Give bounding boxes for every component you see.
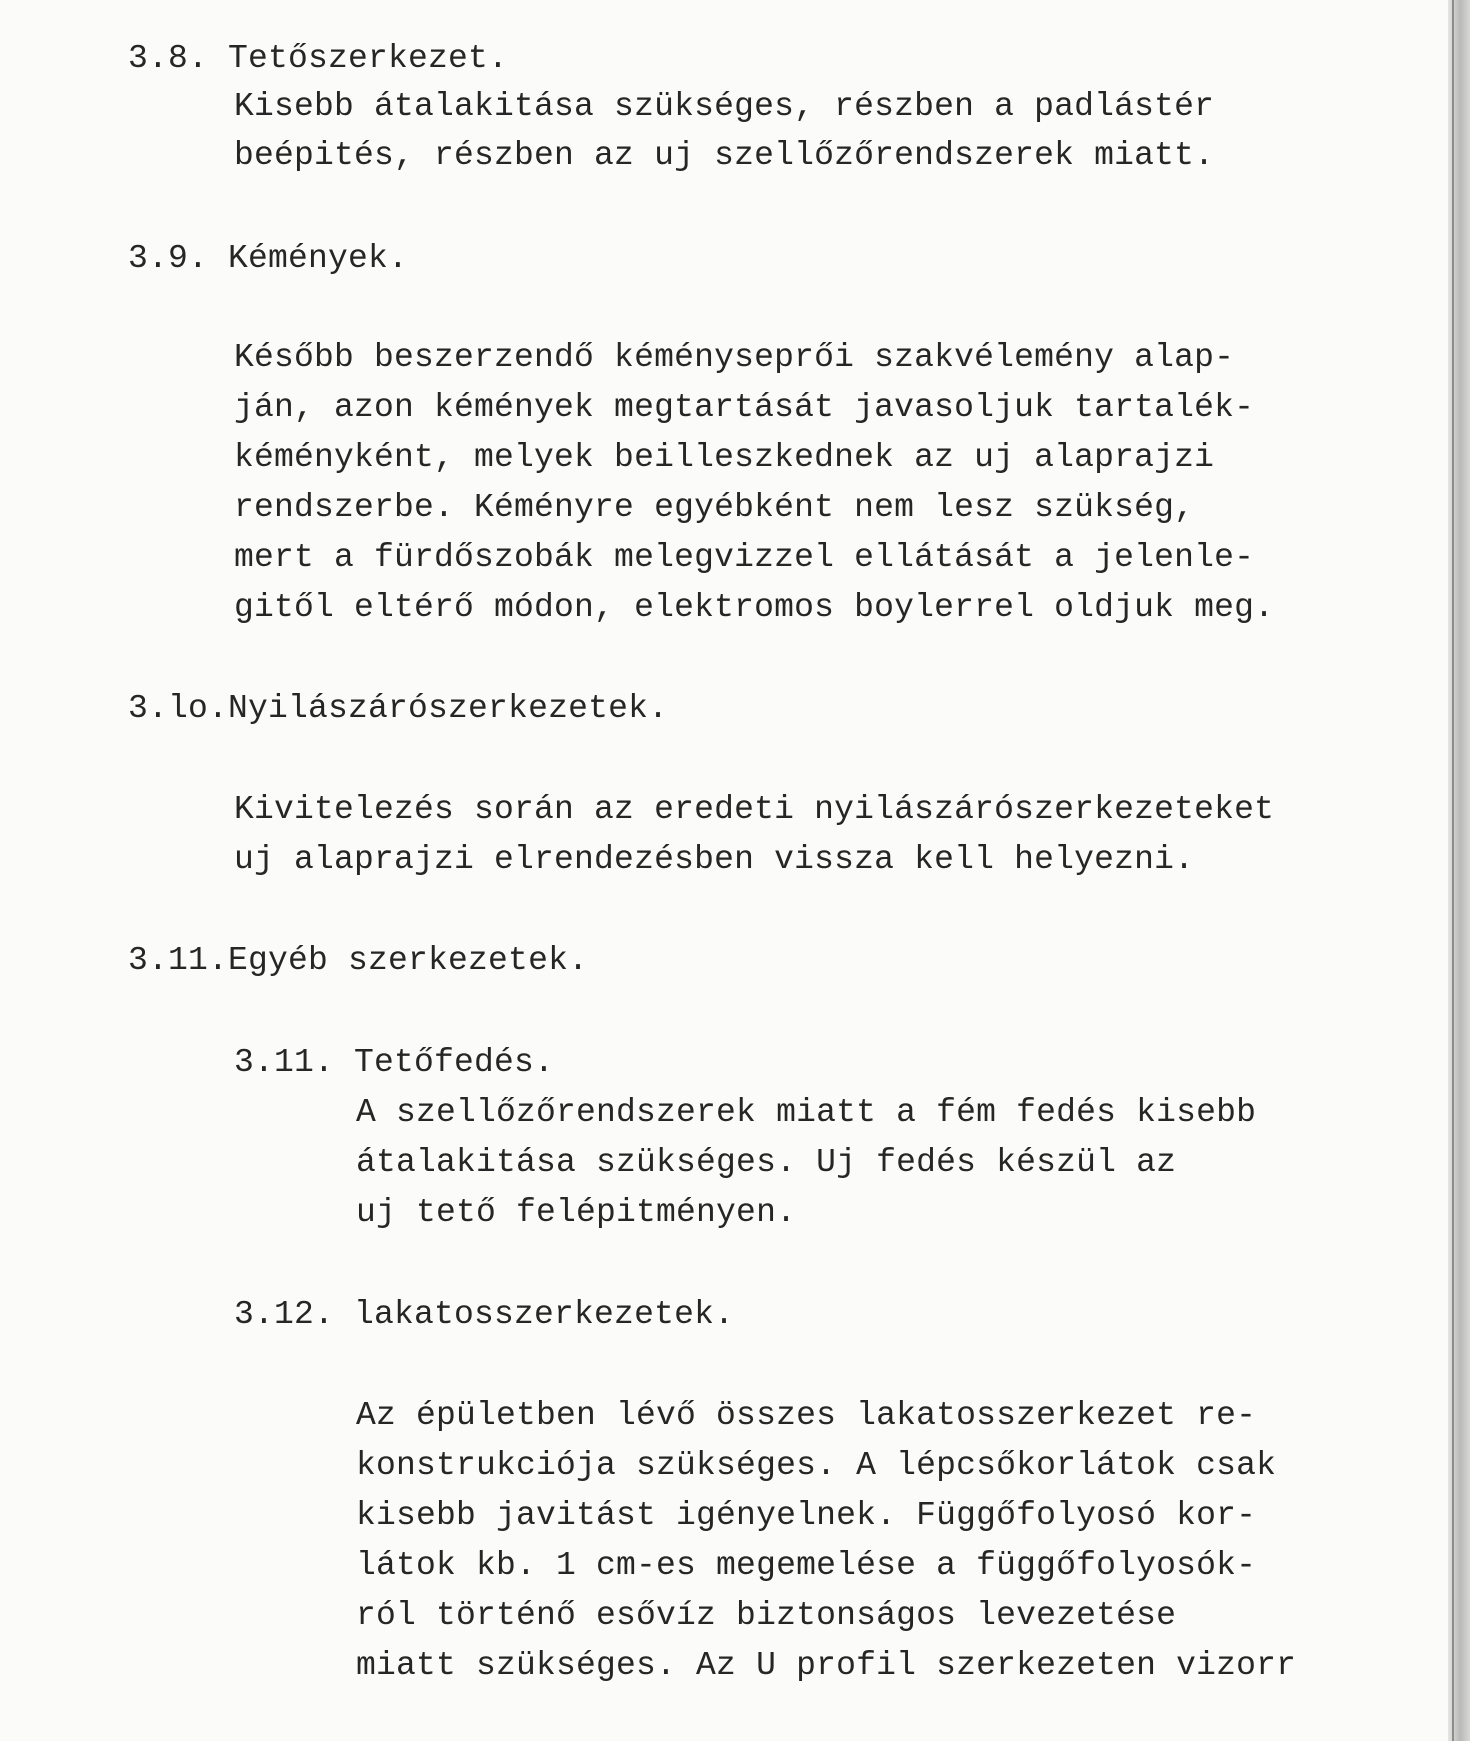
subsection-lakatos-line-3: kisebb javitást igényelnek. Függőfolyosó kor-: [356, 1497, 1257, 1534]
subsection-heading-tetofedes: 3.11. Tetőfedés.: [234, 1044, 555, 1081]
subsection-lakatos-line-4: látok kb. 1 cm-es megemelése a függőfolyosók-: [356, 1547, 1257, 1584]
section-3-9-line-5: mert a fürdőszobák melegvizzel ellátását a jelenle-: [234, 539, 1255, 576]
section-heading-3-10: 3.lo.Nyilászárószerkezetek.: [128, 690, 669, 727]
section-3-9-line-1: Később beszerzendő kéményseprői szakvélemény alap-: [234, 339, 1235, 376]
subsection-tetofedes-line-1: A szellőzőrendszerek miatt a fém fedés kisebb: [356, 1094, 1257, 1131]
section-heading-3-8: 3.8. Tetőszerkezet.: [128, 40, 509, 77]
subsection-lakatos-line-1: Az épületben lévő összes lakatosszerkezet re-: [356, 1397, 1257, 1434]
subsection-tetofedes-line-2: átalakitása szükséges. Uj fedés készül az: [356, 1144, 1177, 1181]
section-heading-3-11: 3.11.Egyéb szerkezetek.: [128, 942, 589, 979]
subsection-lakatos-line-6: miatt szükséges. Az U profil szerkezeten vizorr: [356, 1647, 1297, 1684]
subsection-heading-lakatos: 3.12. lakatosszerkezetek.: [234, 1296, 735, 1333]
subsection-tetofedes-line-3: uj tető felépitményen.: [356, 1194, 797, 1231]
section-3-10-line-2: uj alaprajzi elrendezésben vissza kell helyezni.: [234, 841, 1195, 878]
section-3-9-line-2: ján, azon kémények megtartását javasoljuk tartalék-: [234, 389, 1255, 426]
section-3-9-line-4: rendszerbe. Kéményre egyébként nem lesz szükség,: [234, 489, 1195, 526]
subsection-lakatos-line-5: ról történő esővíz biztonságos levezetése: [356, 1597, 1177, 1634]
section-heading-3-9: 3.9. Kémények.: [128, 240, 409, 277]
section-3-9-line-3: kéményként, melyek beilleszkednek az uj alaprajzi: [234, 439, 1215, 476]
section-3-10-line-1: Kivitelezés során az eredeti nyilászárószerkezeteket: [234, 791, 1275, 828]
subsection-lakatos-line-2: konstrukciója szükséges. A lépcsőkorlátok csak: [356, 1447, 1277, 1484]
section-3-9-line-6: gitől eltérő módon, elektromos boylerrel oldjuk meg.: [234, 589, 1275, 626]
section-3-8-line-1: Kisebb átalakitása szükséges, részben a padlástér: [234, 88, 1215, 125]
page-edge-line: [1452, 0, 1454, 1741]
section-3-8-line-2: beépités, részben az uj szellőzőrendszerek miatt.: [234, 137, 1215, 174]
